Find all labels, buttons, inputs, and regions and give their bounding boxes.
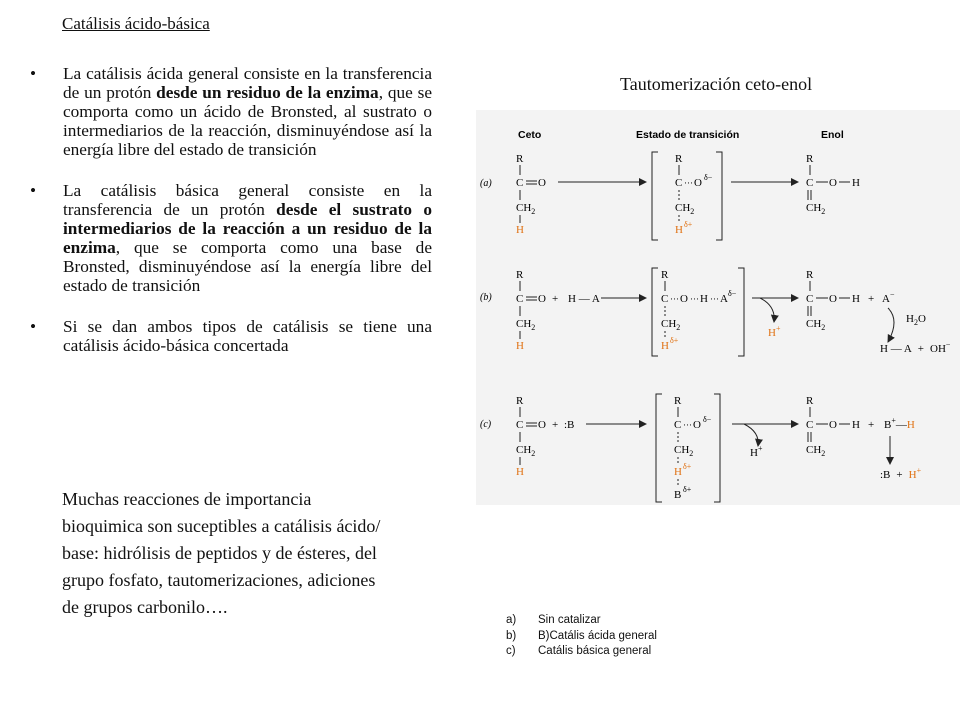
b-keto-c: C (516, 293, 524, 305)
bullet-emphasis: desde el sustrato o intermediarios de la reacción a un residuo de la enzima (63, 200, 432, 257)
b-ts-c: C (661, 293, 669, 305)
legend-key: b) (506, 629, 517, 642)
c-ts-h: H (674, 466, 682, 478)
c-enol-h: H (852, 419, 860, 431)
header-enol: Enol (821, 129, 844, 141)
reaction-scheme (476, 110, 960, 505)
legend-key: c) (506, 645, 516, 657)
b-enol-o: O (829, 293, 837, 305)
b-h2o: $H_2O$ (906, 313, 926, 327)
b-ts-dp: δ+ (670, 336, 679, 345)
b-ha: H — A (568, 293, 600, 305)
ts-h: H (675, 224, 683, 236)
b-enol-r: R (806, 269, 814, 281)
c-ts-dots: ··· (683, 420, 692, 430)
b-product: H — A + OH− (880, 340, 951, 355)
bullet-dot: • (30, 64, 37, 83)
ts-delta-plus: δ+ (684, 220, 693, 229)
c-ts-dp: δ+ (683, 462, 692, 471)
header-keto: Ceto (518, 129, 542, 141)
row-c (480, 394, 922, 502)
note-paragraph: Muchas reacciones de importancia bioquimica son suceptibles a catálisis ácido/ base: hidrólisis de peptidos y de ésteres, del grupo fosfato, tautomerizaciones, adiciones de grupos carbonilo…. (62, 489, 381, 617)
c-enol-c: C (806, 419, 814, 431)
b-ts-o: O (680, 293, 688, 305)
b-plus: + (552, 293, 559, 305)
b-keto-o: O (538, 293, 546, 305)
c-enol-ch2: $CH_2$ (806, 444, 826, 458)
c-enol-r: R (806, 395, 814, 407)
c-ts-dm: δ− (703, 415, 712, 424)
b-ts-ch2: $CH_2$ (661, 318, 681, 332)
c-ts-bdp: δ+ (683, 485, 692, 494)
bullet-item (30, 64, 432, 159)
bullet-dot: • (30, 317, 37, 336)
c-enol-bh: B+—H (884, 416, 915, 431)
bullet-dot: • (30, 181, 37, 200)
b-ts-h: H (700, 293, 708, 305)
diagram-title: Tautomerización ceto-enol (620, 74, 813, 94)
b-enol-c: C (806, 293, 814, 305)
bullet-text: , que se comporta como un ácido de Bronsted, al sustrato o intermediarios de la reacción, disminuyéndose así la energía libre del estado de transición (63, 83, 433, 159)
legend-row (506, 629, 657, 645)
b-keto-ch2: $CH_2$ (516, 318, 536, 332)
b-keto-h: H (516, 340, 524, 352)
b-enol-h: H (852, 293, 860, 305)
bullet-item (30, 317, 432, 355)
legend-row (506, 644, 657, 660)
slide-title: Catálisis ácido-básica (62, 14, 210, 33)
legend-text: Sin catalizar (538, 614, 601, 626)
row-a (480, 152, 860, 240)
bullet-text: La catálisis ácida general consiste en la transferencia de un protón (63, 64, 432, 102)
legend-text: Catális básica general (538, 645, 652, 657)
ts-ch2: $CH_2$ (675, 202, 695, 216)
row-label-c: (c) (480, 419, 492, 430)
ts-delta-minus: δ− (704, 173, 713, 182)
bullet-text: Si se dan ambos tipos de catálisis se tiene una catálisis ácido-básica concertada (63, 317, 432, 355)
b-ts-h2: H (661, 340, 669, 352)
c-ts-r: R (674, 395, 682, 407)
c-keto-o: O (538, 419, 546, 431)
b-ts-dm: δ− (728, 289, 737, 298)
bullet-item (30, 181, 432, 295)
enol-o: O (829, 177, 837, 189)
c-keto-ch2: $CH_2$ (516, 444, 536, 458)
b-keto-r: R (516, 269, 524, 281)
b-enol-ch2: $CH_2$ (806, 318, 826, 332)
b-ts-dots2: ··· (690, 294, 699, 304)
c-b: :B (564, 419, 575, 431)
ts-co: ··· (684, 178, 693, 188)
row-b (480, 268, 951, 356)
ts-r: R (675, 153, 683, 165)
b-ts-dots3: ··· (710, 294, 719, 304)
c-enol-o: O (829, 419, 837, 431)
row-label-b: (b) (480, 292, 492, 303)
enol-c: C (806, 177, 814, 189)
legend-text: B)Catális ácida general (538, 629, 657, 642)
c-keto-h: H (516, 466, 524, 478)
c-ts-o: O (693, 419, 701, 431)
b-ts-a: A (720, 293, 728, 305)
keto-h: H (516, 224, 524, 236)
ts-c: C (675, 177, 683, 189)
b-ts-r: R (661, 269, 669, 281)
enol-ch2: $CH_2$ (806, 202, 826, 216)
b-hplus: H+ (768, 324, 781, 339)
row-label-a: (a) (480, 178, 492, 189)
enol-r: R (806, 153, 814, 165)
c-hplus: H+ (750, 444, 763, 459)
c-ts-ch2: $CH_2$ (674, 444, 694, 458)
c-ts-c: C (674, 419, 682, 431)
header-transition: Estado de transición (636, 129, 740, 141)
bullet-text: , que se comporta como una base de Bronsted, disminuyéndose así la energía libre del estado de transición (63, 238, 432, 295)
legend-row (506, 613, 657, 629)
keto-o: O (538, 177, 546, 189)
c-product: :B + H+ (880, 466, 922, 481)
keto-c: C (516, 177, 524, 189)
tautomerization-diagram (476, 110, 960, 505)
ts-o: O (694, 177, 702, 189)
b-enol-aminus: A− (882, 290, 895, 305)
bullet-text: La catálisis básica general consiste en la transferencia de un protón (63, 181, 432, 219)
c-keto-r: R (516, 395, 524, 407)
b-ts-dots1: ··· (670, 294, 679, 304)
bullet-list (30, 64, 432, 377)
c-enol-plus: + (868, 419, 875, 431)
c-keto-c: C (516, 419, 524, 431)
diagram-legend (506, 613, 657, 660)
keto-ch2: $CH_2$ (516, 202, 536, 216)
b-enol-plus: + (868, 293, 875, 305)
c-ts-b: B (674, 489, 682, 501)
enol-h: H (852, 177, 860, 189)
bullet-emphasis: desde un residuo de la enzima (156, 83, 379, 102)
c-plus: + (552, 419, 559, 431)
keto-r: R (516, 153, 524, 165)
legend-key: a) (506, 614, 517, 626)
